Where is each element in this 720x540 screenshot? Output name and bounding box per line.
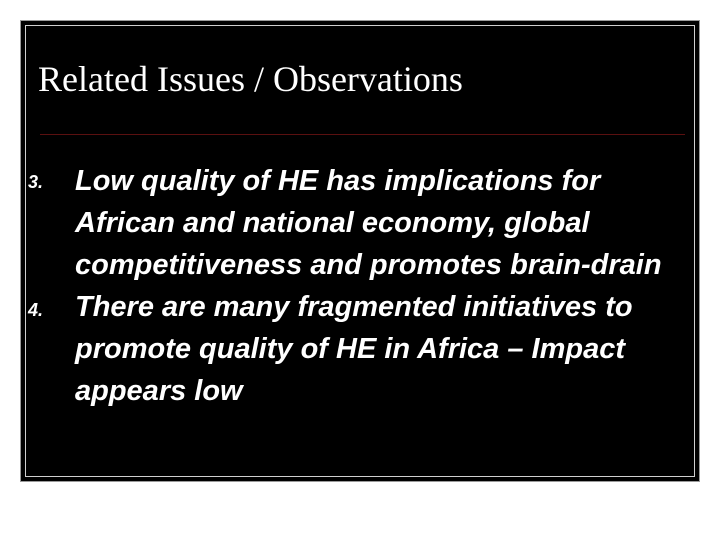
bullet-list — [20, 160, 700, 412]
bullet-text: There are many fragmented initiatives to promote quality of HE in Africa – Impact appears low — [75, 291, 633, 407]
bullet-number: 4. — [28, 300, 44, 320]
bullet-item — [20, 286, 700, 412]
bullet-number: 3. — [28, 172, 44, 192]
title-divider — [40, 134, 685, 135]
bullet-item — [20, 160, 700, 286]
bullet-text: Low quality of HE has implications for African and national economy, global competitiveness and promotes brain-drain — [75, 165, 662, 281]
slide — [20, 20, 700, 482]
slide-title: Related Issues / Observations — [38, 59, 463, 99]
